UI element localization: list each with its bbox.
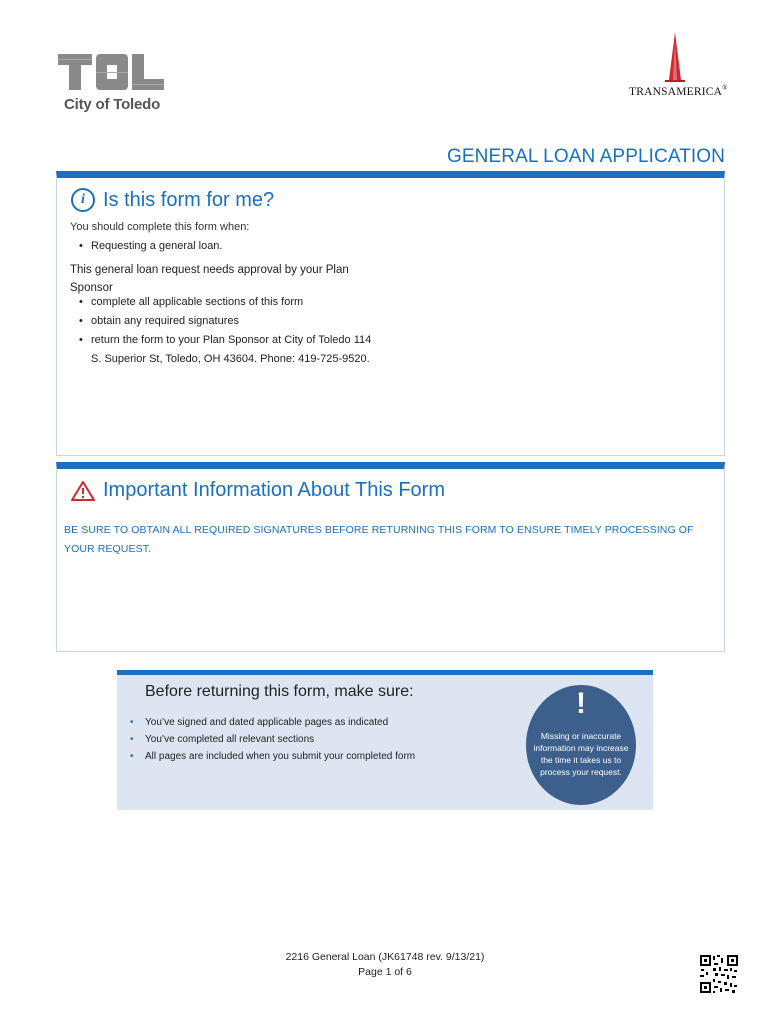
when-list: [77, 237, 222, 256]
alert-text: Missing or inaccurate information may increase the time it takes us to process your request.: [533, 731, 629, 777]
warning-icon: [71, 480, 95, 502]
transamerica-wordmark: TRANSAMERICA®: [629, 84, 728, 98]
qr-code-icon: [699, 954, 739, 994]
steps-list: [77, 293, 377, 369]
important-info-panel: [56, 462, 725, 652]
list-item: • All pages are included when you submit your completed form: [129, 748, 415, 765]
list-item: • You’ve completed all relevant sections: [129, 731, 415, 748]
checklist-heading: Before returning this form, make sure:: [145, 683, 414, 700]
page-footer: [200, 950, 570, 980]
page-number: Page 1 of 6: [358, 966, 412, 978]
list-item: • You’ve signed and dated applicable pages as indicated: [129, 714, 415, 731]
eligibility-intro: You should complete this form when:: [70, 221, 250, 233]
info-icon: i: [71, 188, 95, 212]
list-item: • obtain any required signatures: [77, 312, 377, 331]
important-info-text: BE SURE TO OBTAIN ALL REQUIRED SIGNATURES BEFORE RETURNING THIS FORM TO ENSURE TIMELY PROCESSING OF YOUR REQUEST.: [64, 524, 694, 555]
list-item: • Requesting a general loan.: [77, 237, 222, 256]
checklist-items: [129, 714, 415, 765]
approval-text: This general loan request needs approval by your Plan Sponsor: [70, 264, 349, 294]
list-item: • return the form to your Plan Sponsor at City of Toledo 114 S. Superior St, Toledo, OH 43604. Phone: 419-725-9520.: [77, 331, 377, 369]
city-of-toledo-logo: [56, 50, 172, 120]
important-info-heading-text: Important Information About This Form: [103, 479, 446, 501]
city-name: City of Toledo: [64, 96, 161, 113]
important-info-heading: [71, 479, 445, 502]
form-title: GENERAL LOAN APPLICATION: [447, 146, 725, 167]
exclamation-icon: !: [576, 687, 586, 720]
transamerica-logo: [625, 30, 728, 102]
form-id: 2216 General Loan (JK61748 rev. 9/13/21): [285, 951, 485, 963]
processing-alert: [526, 685, 636, 805]
eligibility-heading: [71, 188, 274, 212]
list-item: • complete all applicable sections of this form: [77, 293, 377, 312]
before-returning-checklist: [117, 670, 653, 810]
eligibility-heading-text: Is this form for me?: [103, 188, 275, 211]
toledo-wordmark-graphic: [56, 50, 168, 94]
eligibility-panel: [56, 171, 725, 456]
pyramid-icon: [625, 30, 725, 82]
